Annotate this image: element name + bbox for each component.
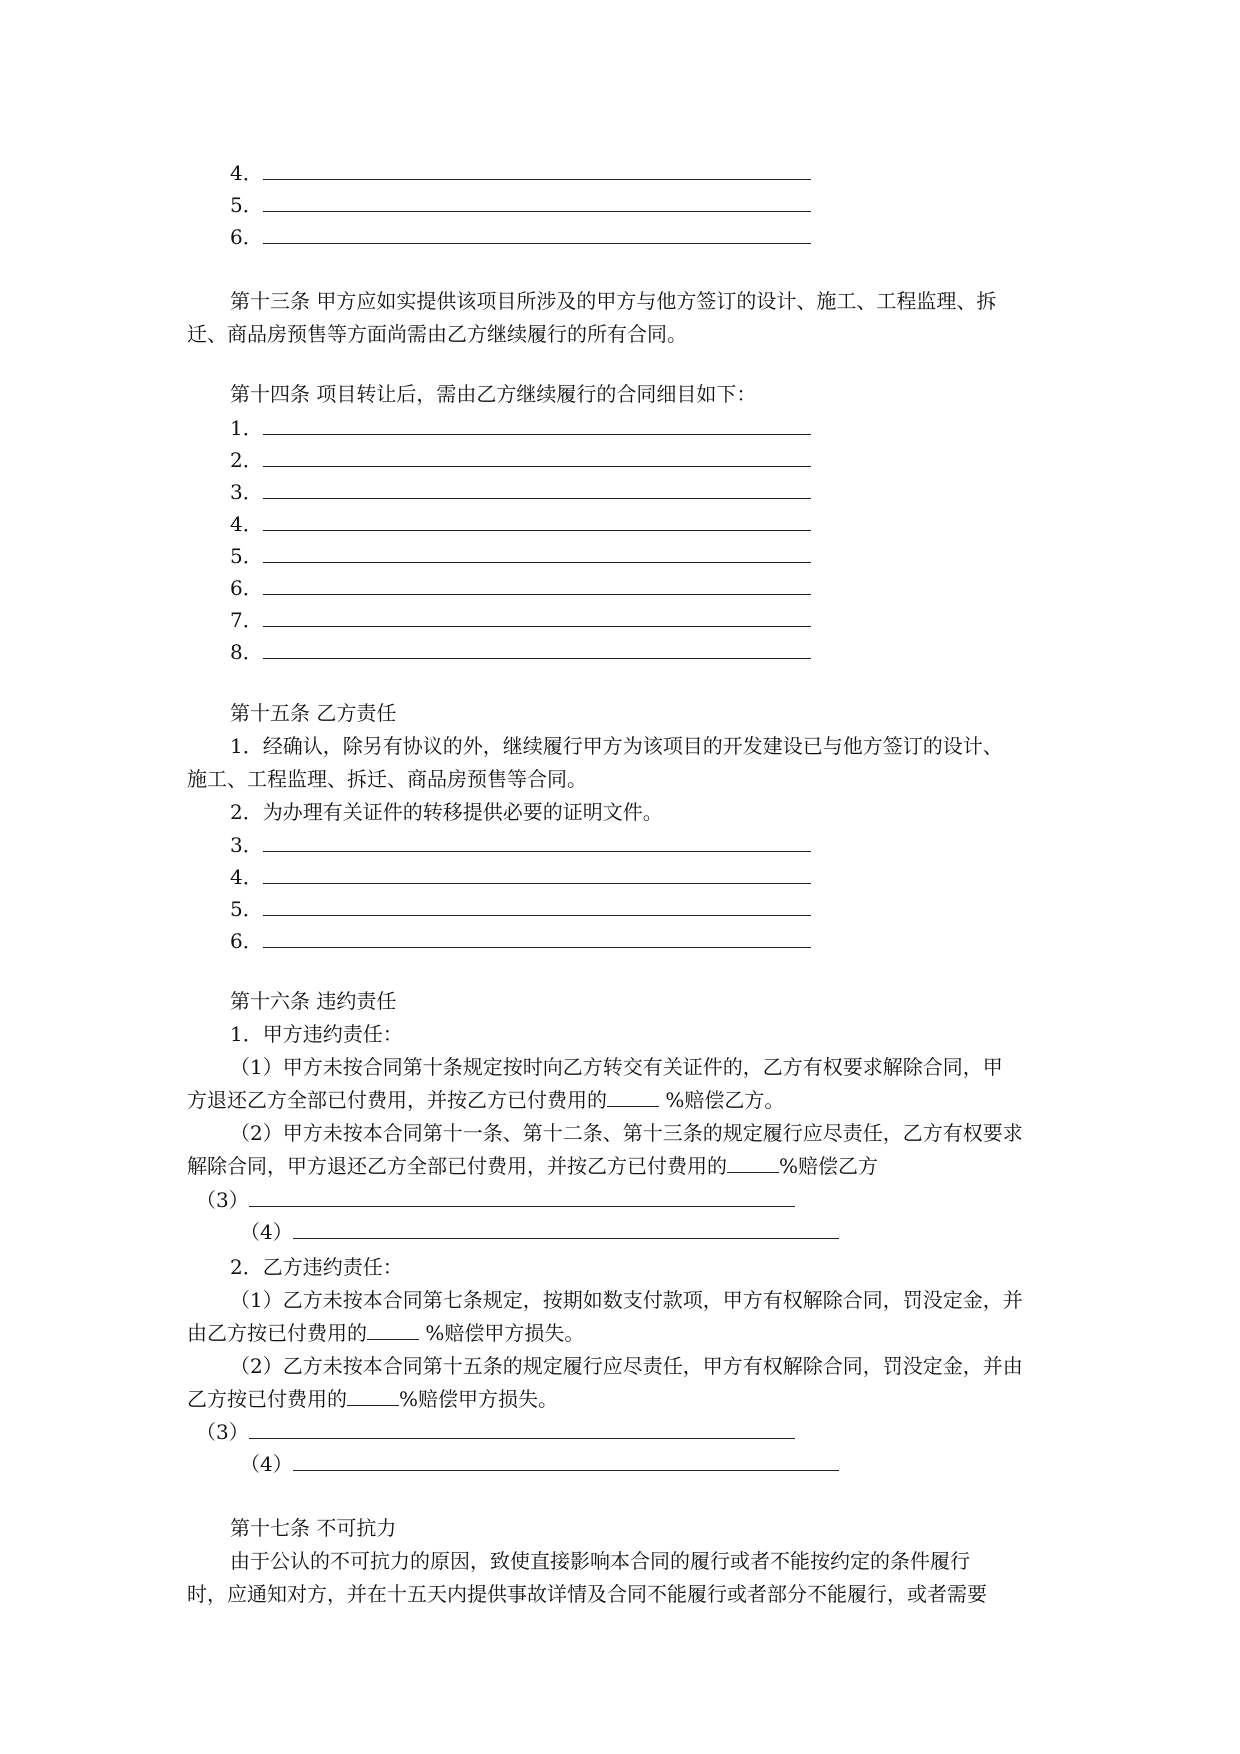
blank-line: [263, 448, 811, 467]
article-17-line-2: 时，应通知对方，并在十五天内提供事故详情及合同不能履行或者部分不能履行，或者需要: [187, 1582, 987, 1606]
article-16-s1-clause-2-line-2: [187, 1150, 878, 1183]
blank-line: [263, 225, 811, 244]
article-14-title: 第十四条 项目转让后，需由乙方继续履行的合同细目如下：: [230, 382, 757, 406]
blank-line: [293, 1452, 839, 1471]
list-number: 4．: [230, 865, 263, 889]
blank-line: [263, 512, 811, 531]
list-number: 6．: [230, 225, 263, 249]
list-item: [230, 511, 811, 537]
clause-text: 乙方按已付费用的: [187, 1387, 347, 1411]
blank-line: [249, 1188, 795, 1207]
blank-line: [249, 1420, 795, 1439]
article-17-line-1: 由于公认的不可抗力的原因，致使直接影响本合同的履行或者不能按约定的条件履行: [230, 1549, 970, 1573]
clause-text: %赔偿甲方损失。: [399, 1387, 559, 1411]
article-13-line-1: 第十三条 甲方应如实提供该项目所涉及的甲方与他方签订的设计、施工、工程监理、拆: [230, 289, 997, 313]
list-item: [196, 1419, 795, 1445]
list-number: 2．: [230, 448, 263, 472]
list-item: [230, 607, 811, 633]
article-16-s1-clause-1-line-2: [187, 1084, 784, 1117]
clause-text: 由乙方按已付费用的: [187, 1321, 367, 1345]
list-item: [240, 1219, 839, 1245]
clause-text: %赔偿乙方: [779, 1154, 879, 1178]
percent-blank: [367, 1321, 419, 1340]
blank-line: [263, 193, 811, 212]
article-16-section-2-title: 2．乙方违约责任：: [230, 1255, 403, 1279]
percent-blank: [347, 1387, 399, 1406]
article-16-s2-clause-1-line-2: [187, 1317, 584, 1350]
blank-line: [293, 1220, 839, 1239]
blank-line: [263, 929, 811, 948]
blank-line: [263, 640, 811, 659]
article-16-s2-clause-2-line-2: [187, 1383, 558, 1416]
article-15-item-1-line-1: 1．经确认，除另有协议的外，继续履行甲方为该项目的开发建设已与他方签订的设计、: [230, 734, 1003, 758]
article-16-title: 第十六条 违约责任: [230, 989, 397, 1013]
list-item: [230, 479, 811, 505]
article-15-title: 第十五条 乙方责任: [230, 701, 397, 725]
article-16-section-1-title: 1．甲方违约责任：: [230, 1022, 403, 1046]
list-item: [230, 832, 811, 858]
list-item: [196, 1187, 795, 1213]
blank-line: [263, 865, 811, 884]
list-item: [230, 160, 811, 186]
list-item: [230, 447, 811, 473]
clause-text: 方退还乙方全部已付费用，并按乙方已付费用的: [187, 1088, 607, 1112]
clause-number: （3）: [196, 1420, 249, 1444]
list-item: [230, 896, 811, 922]
blank-line: [263, 897, 811, 916]
article-15-item-1-line-2: 施工、工程监理、拆迁、商品房预售等合同。: [187, 767, 587, 791]
percent-blank: [727, 1154, 779, 1173]
list-number: 8．: [230, 640, 263, 664]
blank-line: [263, 576, 811, 595]
blank-line: [263, 161, 811, 180]
clause-text: 解除合同，甲方退还乙方全部已付费用，并按乙方已付费用的: [187, 1154, 727, 1178]
list-item: [240, 1451, 839, 1477]
blank-line: [263, 833, 811, 852]
list-item: [230, 192, 811, 218]
blank-line: [263, 416, 811, 435]
list-item: [230, 224, 811, 250]
list-number: 4．: [230, 161, 263, 185]
list-item: [230, 575, 811, 601]
list-number: 4．: [230, 512, 263, 536]
article-16-s2-clause-1-line-1: （1）乙方未按本合同第七条规定，按期如数支付款项，甲方有权解除合同，罚没定金，并: [230, 1288, 1023, 1312]
article-16-s1-clause-2-line-1: （2）甲方未按本合同第十一条、第十二条、第十三条的规定履行应尽责任，乙方有权要求: [230, 1121, 1023, 1145]
article-13-line-2: 迁、商品房预售等方面尚需由乙方继续履行的所有合同。: [187, 322, 687, 346]
list-number: 5．: [230, 544, 263, 568]
article-17-title: 第十七条 不可抗力: [230, 1516, 397, 1540]
clause-number: （4）: [240, 1220, 293, 1244]
blank-line: [263, 608, 811, 627]
clause-number: （4）: [240, 1452, 293, 1476]
blank-line: [263, 544, 811, 563]
list-item: [230, 928, 811, 954]
clause-number: （3）: [196, 1188, 249, 1212]
list-number: 3．: [230, 833, 263, 857]
list-number: 3．: [230, 480, 263, 504]
list-number: 6．: [230, 576, 263, 600]
list-item: [230, 415, 811, 441]
article-16-s1-clause-1-line-1: （1）甲方未按合同第十条规定按时向乙方转交有关证件的，乙方有权要求解除合同，甲: [230, 1055, 1003, 1079]
article-16-s2-clause-2-line-1: （2）乙方未按本合同第十五条的规定履行应尽责任，甲方有权解除合同，罚没定金，并由: [230, 1354, 1023, 1378]
list-number: 1．: [230, 416, 263, 440]
clause-text: %赔偿乙方。: [659, 1088, 785, 1112]
article-15-item-2: 2．为办理有关证件的转移提供必要的证明文件。: [230, 800, 663, 824]
list-number: 6．: [230, 929, 263, 953]
list-number: 5．: [230, 897, 263, 921]
list-number: 7．: [230, 608, 263, 632]
list-number: 5．: [230, 193, 263, 217]
clause-text: %赔偿甲方损失。: [419, 1321, 585, 1345]
list-item: [230, 543, 811, 569]
list-item: [230, 639, 811, 665]
blank-line: [263, 480, 811, 499]
list-item: [230, 864, 811, 890]
percent-blank: [607, 1088, 659, 1107]
